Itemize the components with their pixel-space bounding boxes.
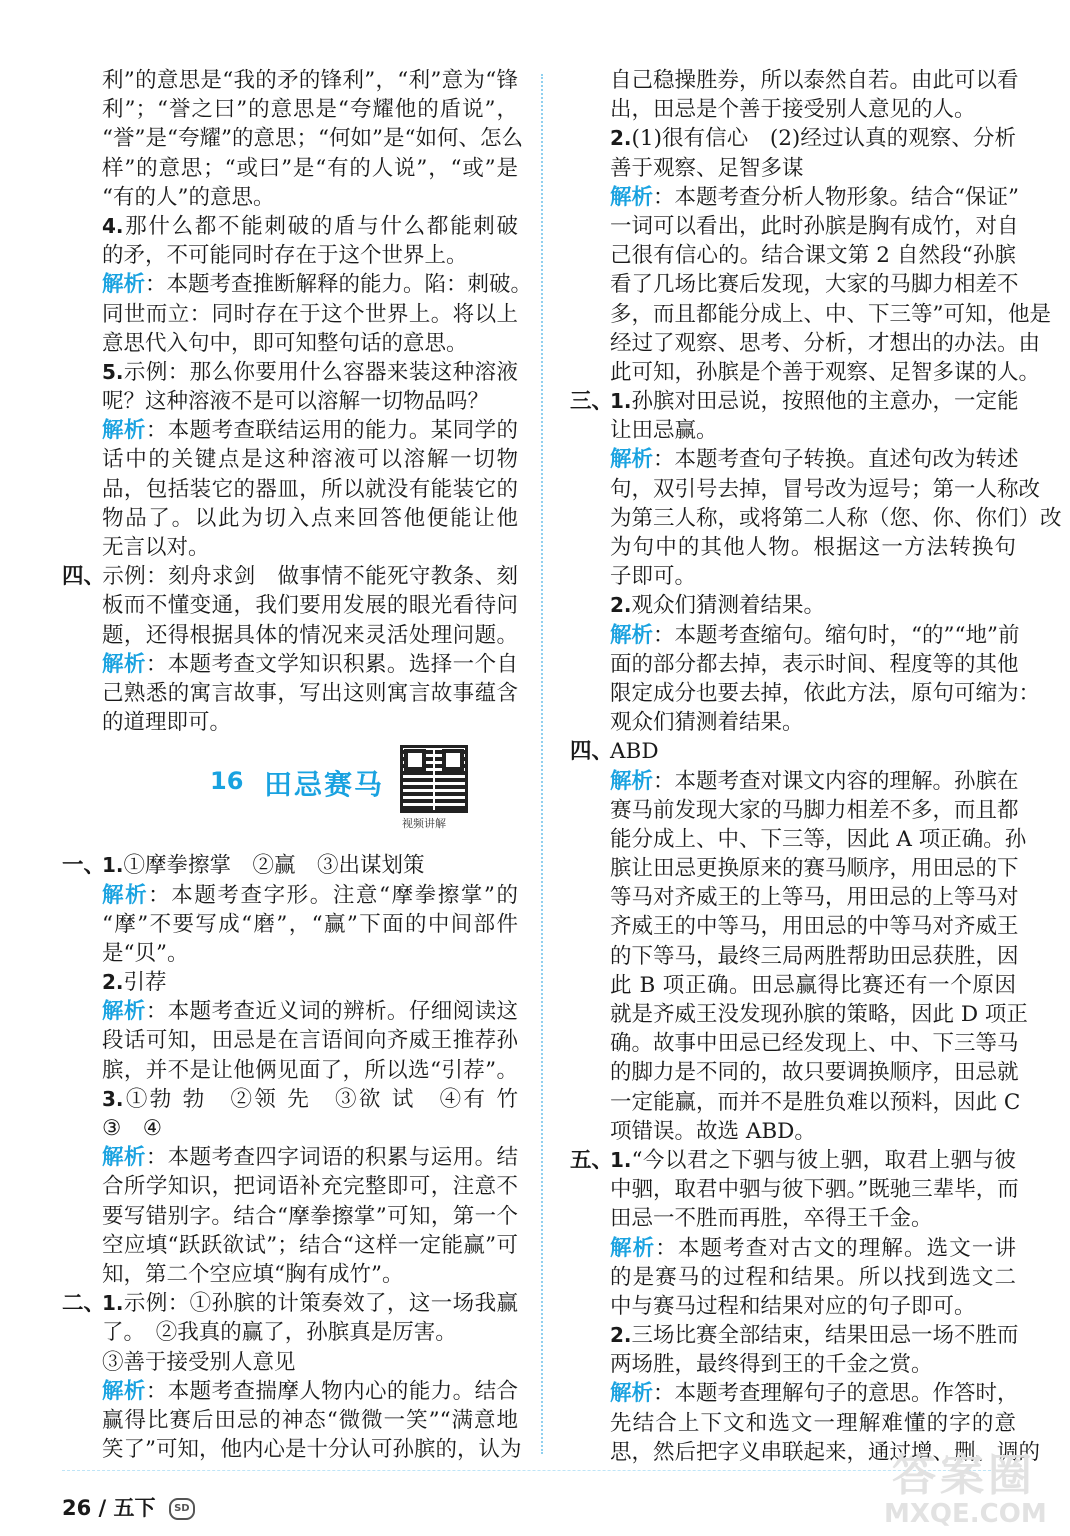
analysis-line: 空应填“跃跃欲试”；结合“这样一定能赢”可 [102,1232,518,1258]
analysis-line: 解析：本题考查缩句。缩句时，“的”“地”前 [610,622,1020,648]
analysis-label: 解析 [610,184,654,210]
item-number: 1. [610,389,632,414]
analysis-line: 此 B 项正确。田忌赢得比赛还有一个原因 [610,972,1016,998]
analysis-line: 观众们猜测着结果。 [610,710,804,736]
analysis-line: 段话可知，田忌是在言语间向齐威王推荐孙 [102,1028,518,1054]
analysis-line: 解析：本题考查近义词的辨析。仔细阅读这 [102,999,518,1025]
analysis-line: 一定能赢，而并不是胜负难以预料，因此 C [610,1089,1021,1115]
analysis-line: 思，然后把字义串联起来，通过增、删、调的 [610,1439,1041,1465]
lesson-name: 田忌赛马 [264,768,385,802]
item-number: 1. [102,1291,124,1316]
analysis-label: 解析 [102,1145,146,1171]
answer-line: 田忌一不胜而再胜，卒得王千金。 [610,1206,933,1232]
analysis-line: 物品了。以此为切入点来回答他便能让他 [102,505,518,531]
analysis-label: 解析 [610,768,654,794]
qr-code-icon[interactable] [400,745,468,813]
analysis-label: 解析 [102,272,146,298]
item-number: 2. [610,593,632,618]
analysis-line: 同世而立：同时存在于这个世界上。将以上 [102,301,518,327]
answer-line: 呢？这种溶液不是可以溶解一切物品吗？ [102,389,490,415]
edition-badge-icon: SD [169,1498,195,1520]
section-one-line: 一、1.①摩拳擦掌 ②赢 ③出谋划策 [62,851,518,880]
analysis-label: 解析 [610,622,654,648]
page-number: 26 [62,1496,92,1520]
watermark-url: MXQE.COM [884,1499,1047,1529]
analysis-label: 解析 [102,882,149,908]
analysis-line: 是“贝”。 [102,940,189,966]
analysis-line: 解析：本题考查推断解释的能力。陷：刺破。 [102,272,533,298]
analysis-line: 意思代入句中，即可知整句话的意思。 [102,330,468,356]
text-line: “有的人”的意思。 [102,184,275,210]
analysis-line: 笑了”可知，他内心是十分认可孙膑的，认为 [102,1437,522,1463]
analysis-line: 先结合上下文和选文一理解难懂的字的意 [610,1410,1016,1436]
analysis-line: 为句中的其他人物。根据这一方法转换句 [610,535,1016,560]
analysis-label: 解析 [610,447,654,473]
analysis-line: 中与赛马过程和结果对应的句子即可。 [610,1293,976,1319]
page-footer [62,1492,195,1522]
lesson-title [62,743,518,845]
analysis-line: 己很有信心的。结合课文第 2 自然段“孙膑 [610,243,1016,269]
answer-line: ③善于接受别人意见 [102,1349,296,1375]
analysis-line: 确。故事中田忌已经发现上、中、下三等马 [610,1031,1019,1057]
item-number: 5. [102,359,124,384]
analysis-line: 解析：本题考查揣摩人物内心的能力。结合 [102,1378,518,1404]
section-five-line: 五、1.“今以君之下驷与彼上驷，取君上驷与彼 [570,1146,1016,1175]
analysis-line: 赢得比赛后田忌的神态“微微一笑”“满意地 [102,1407,518,1433]
answer-line: 2.引荐 [102,970,167,996]
answer-line: 中驷，取君中驷与彼下驷。”既驰三辈毕，而 [610,1177,1019,1203]
analysis-line: 己熟悉的寓言故事，写出这则寓言故事蕴含 [102,680,518,706]
answer-line: 2.(1)很有信心 (2)经过认真的观察、分析 [610,126,1016,152]
text-line: 出，田忌是个善于接受别人意见的人。 [610,97,976,123]
section-two-line: 二、1.示例：①孙膑的计策奏效了，这一场我赢 [62,1289,518,1318]
analysis-label: 解析 [102,1378,146,1404]
analysis-line: 为第三人称，或将第二人称（您、你、你们）改 [610,505,1062,531]
answer-line: 善于观察、足智多谋 [610,155,804,181]
analysis-line: 的脚力是不同的，故只要调换顺序，田忌就 [610,1060,1019,1086]
analysis-label: 解析 [610,1235,656,1261]
analysis-line: 的道理即可。 [102,710,232,736]
section-four-line: 四、ABD [570,737,1016,766]
analysis-line: 膑，并不是让他俩见面了，所以选“引荐”。 [102,1057,518,1083]
section-marker: 五、 [570,1147,614,1173]
analysis-line: 经过了观察、思考、分析，才想出的办法。由 [610,330,1041,356]
text-line: 利”的意思是“我的矛的锋利”，“利”意为“锋 [102,68,518,93]
analysis-label: 解析 [102,651,146,677]
watermark-title: 答案圈 [892,1450,1036,1501]
analysis-line: 要写错别字。结合“摩拳擦掌”可知，第一个 [102,1203,518,1229]
answer-line: 4.那什么都不能刺破的盾与什么都能刺破 [102,213,518,239]
section-marker: 一、 [62,853,106,879]
item-number: 3. [102,1086,124,1111]
text-line: 样”的意思；“或曰”是“有的人说”，“或”是 [102,155,518,181]
answer-line: 3.①勃 勃 ②领 先 ③欲 试 ④有 竹 [102,1086,518,1112]
analysis-line: 解析：本题考查对古文的理解。选文一讲 [610,1235,1016,1261]
column-divider [541,74,543,1454]
analysis-line: 解析：本题考查对课文内容的理解。孙膑在 [610,768,1019,794]
analysis-line: 的是赛马的过程和结果。所以找到选文二 [610,1264,1016,1290]
text-line: 自己稳操胜券，所以泰然自若。由此可以看 [610,68,1019,93]
analysis-line: 句，双引号去掉，冒号改为逗号；第一人称改 [610,476,1041,502]
qr-caption: 视频讲解 [402,817,446,831]
analysis-line: 面的部分都去掉，表示时间、程度等的其他 [610,651,1019,677]
answer-line: 2.观众们猜测着结果。 [610,593,826,619]
analysis-line: 解析：本题考查分析人物形象。结合“保证” [610,184,1020,210]
answer-line: 2.三场比赛全部结束，结果田忌一场不胜而 [610,1323,1019,1349]
analysis-line: 品，包括装它的器皿，所以就没有能装它的 [102,476,518,502]
analysis-line: 就是齐威王没发现孙膑的策略，因此 D 项正 [610,1002,1028,1027]
item-number: 4. [102,213,124,238]
text-line: 利”；“誉之曰”的意思是“夸耀他的盾说”， [102,97,518,123]
analysis-line: 膑让田忌更换原来的赛马顺序，用田忌的下 [610,856,1019,882]
analysis-line: 解析：本题考查句子转换。直述句改为转述 [610,447,1019,473]
analysis-line: “摩”不要写成“磨”，“赢”下面的中间部件 [102,911,518,937]
analysis-line: 解析：本题考查理解句子的意思。作答时， [610,1381,1019,1407]
answer-line: 题，还得根据具体的情况来灵活处理问题。 [102,622,518,648]
analysis-line: 一词可以看出，此时孙膑是胸有成竹，对自 [610,213,1019,239]
item-number: 2. [610,126,632,151]
analysis-line: 项错误。故选 ABD。 [610,1118,816,1144]
section-marker: 四、 [570,739,614,765]
analysis-label: 解析 [610,1381,654,1407]
analysis-line: 能分成上、中、下三等，因此 A 项正确。孙 [610,826,1027,852]
section-marker: 四、 [62,564,106,590]
analysis-line: 子即可。 [610,564,697,590]
item-number: 1. [610,1147,632,1172]
analysis-line: 解析：本题考查文学知识积累。选择一个自 [102,651,518,677]
section-marker: 三、 [570,389,614,415]
analysis-line: 解析：本题考查字形。注意“摩拳擦掌”的 [102,882,518,908]
analysis-line: 多，而且都能分成上、中、下三等”可知，他是 [610,301,1051,327]
answer-line: 了。 ②我真的赢了，孙膑真是厉害。 [102,1320,457,1346]
left-column [62,66,533,1464]
analysis-line: 齐威王的中等马，用田忌的中等马对齐威王 [610,914,1019,940]
analysis-line: 无言以对。 [102,535,210,560]
answer-line: 让田忌赢。 [610,418,718,444]
analysis-line: 等马对齐威王的上等马，用田忌的上等马对 [610,885,1019,911]
analysis-line: 的下等马，最终三局两胜帮助田忌获胜，因 [610,943,1019,969]
section-three-line: 三、1.孙膑对田忌说，按照他的主意办，一定能 [570,387,1016,416]
section-marker: 二、 [62,1291,106,1317]
answer-line: 两场胜，最终得到王的千金之赏。 [610,1352,933,1378]
analysis-line: 此可知，孙膑是个善于观察、足智多谋的人。 [610,359,1041,385]
text-line: “誉”是“夸耀”的意思；“何如”是“如何、怎么 [102,126,523,152]
answer-line: 板而不懂变通，我们要用发展的眼光看待问 [102,593,518,619]
footer-rule [62,1470,1016,1471]
analysis-line: 限定成分也要去掉，依此方法，原句可缩为： [610,680,1041,706]
answer-line: 的矛，不可能同时存在于这个世界上。 [102,243,468,269]
analysis-line: 赛马前发现大家的马脚力相差不多，而且都 [610,797,1019,823]
analysis-line: 解析：本题考查四字词语的积累与运用。结 [102,1145,518,1171]
analysis-label: 解析 [102,418,146,444]
section-four-line: 四、示例：刻舟求剑 做事情不能死守教条、刻 [62,562,518,591]
grade-label: / 五下 [98,1496,156,1520]
analysis-line: 话中的关键点是这种溶液可以溶解一切物 [102,447,518,473]
item-number: 1. [102,853,124,878]
analysis-line: 解析：本题考查联结运用的能力。某同学的 [102,418,518,444]
right-column [570,66,1062,1467]
watermark [884,1450,1047,1529]
analysis-line: 合所学知识，把词语补充完整即可，注意不 [102,1174,518,1200]
answer-line: 5.示例：那么你要用什么容器来装这种溶液 [102,359,518,385]
lesson-number: 16 [210,767,244,796]
analysis-label: 解析 [102,999,146,1025]
answer-line: ③ ④ [102,1116,163,1141]
item-number: 2. [102,970,124,995]
analysis-line: 知，第二个空应填“胸有成竹”。 [102,1261,404,1287]
analysis-line: 看了几场比赛后发现，大家的马脚力相差不 [610,272,1019,298]
item-number: 2. [610,1323,632,1348]
